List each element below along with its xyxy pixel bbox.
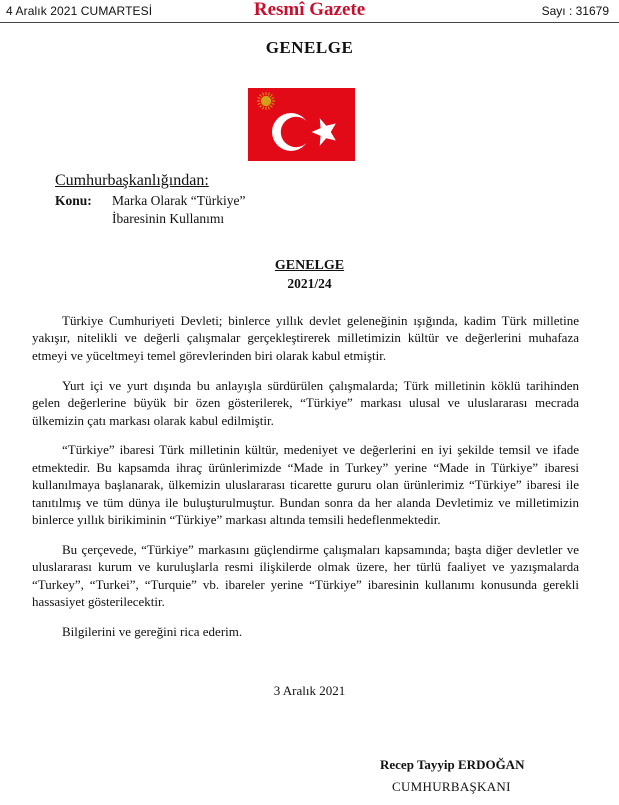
presidential-seal-icon [257, 92, 275, 110]
paragraph-1: Türkiye Cumhuriyeti Devleti; binlerce yıllık devlet geleneğinin ışığında, kadim Türk milletine yakışır, nitelikli ve değerli çalışmalar gerçekleştirerek milletimizin kültür ve değerlerini muhafaza etmeyi ve yüceltmeyi temel görevlerinden biri olarak kabul etmiştir. [32, 313, 579, 363]
subject-line-1: Marka Olarak “Türkiye” [112, 193, 246, 208]
paragraph-3: “Türkiye” ibaresi Türk milletinin kültür, medeniyet ve değerlerini en iyi şekilde temsil ve ifade etmektedir. Bu kapsamda ihraç ürünlerimizde “Made in Turkey” yerine “Made in Türkiye” ibaresi kullanılmaya başlanarak, ülkemizin uluslararası ticarette gururu olan ürünlerimiz “Türkiye” ibaresi ile tanıtılmış ve tüm dünya ile buluşturulmuştur. Bundan sonra da her alanda Devletimiz ve milletimizin binlerce yıllık birikiminin “Türkiye” markası altında temsili hedeflenmektedir. [32, 442, 579, 528]
issue-date: 4 Aralık 2021 CUMARTESİ [6, 4, 153, 18]
issue-number: Sayı : 31679 [541, 4, 609, 18]
paragraph-5: Bilgilerini ve gereğini rica ederim. [62, 624, 243, 640]
turkish-flag-icon [248, 88, 355, 161]
gazette-title: Resmî Gazete [253, 0, 366, 20]
crescent-inner [281, 117, 311, 147]
document-type: GENELGE [265, 38, 354, 57]
subject-label: Konu: [55, 193, 92, 208]
signatory-title: CUMHURBAŞKANI [392, 779, 511, 794]
document-date: 3 Aralık 2021 [273, 683, 346, 698]
document-body [32, 312, 579, 653]
masthead [0, 0, 619, 22]
header-rule [0, 22, 619, 23]
paragraph-2: Yurt içi ve yurt dışında bu anlayışla sürdürülen çalışmalarda; Türk milletinin köklü tarihinden gelen değerlerine büyük bir özen gösterilerek, “Türkiye” markası ulusal ve uluslararası mecrada ülkemizin çatı markası olarak kabul edilmiştir. [32, 377, 579, 428]
sender: Cumhurbaşkanlığından: [55, 172, 209, 189]
subject-line-2: İbaresinin Kullanımı [112, 211, 225, 226]
circular-title: GENELGE [274, 258, 345, 273]
paragraph-4: Bu çerçevede, “Türkiye” markasını güçlendirme çalışmaları kapsamında; başta diğer devletler ve uluslararası kurum ve kuruluşlarla resmi ilişkilerde olmak üzere, her türlü faaliyet ve yazışmalarda “Turkey”, “Turkei”, “Turquie” vb. ibareler yerine “Türkiye” ibaresinin kullanımı konusunda gerekli hassasiyet gösterilecektir. [32, 541, 579, 610]
circular-number: 2021/24 [287, 276, 332, 291]
signatory-name: Recep Tayyip ERDOĞAN [380, 757, 525, 772]
